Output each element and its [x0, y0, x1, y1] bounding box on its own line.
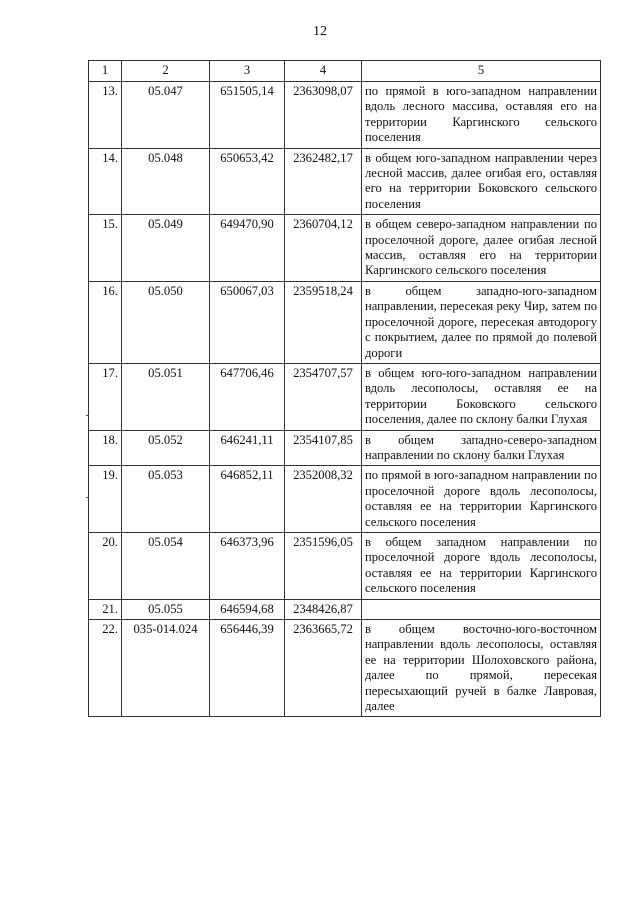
boundary-description: [362, 599, 601, 619]
table-row: [89, 430, 601, 466]
point-code: 05.053: [122, 466, 210, 533]
coordinate-x: 651505,14: [210, 82, 285, 149]
header-col-4: 4: [285, 61, 362, 82]
point-code: 05.051: [122, 363, 210, 430]
table-header-row: [89, 61, 601, 82]
coordinate-x: 649470,90: [210, 215, 285, 282]
table-row: [89, 466, 601, 533]
point-code: 05.048: [122, 148, 210, 215]
point-code: 05.049: [122, 215, 210, 282]
coordinate-y: 2351596,05: [285, 532, 362, 599]
point-code: 05.054: [122, 532, 210, 599]
boundary-description: в общем северо-западном направлении по проселочной дороге, далее огибая лесной массив, оставляя его на территории Каргинского сельского поселения: [362, 215, 601, 282]
boundary-description: по прямой в юго-западном направлении вдоль лесного массива, оставляя его на территории Каргинского сельского поселения: [362, 82, 601, 149]
row-number: 22.: [89, 620, 122, 717]
table-row: [89, 215, 601, 282]
boundary-description: в общем юго-юго-западном направлении вдоль лесополосы, оставляя ее на территории Боковского сельского поселения, далее по склону балки Глухая: [362, 363, 601, 430]
coordinate-y: 2363665,72: [285, 620, 362, 717]
coordinate-y: 2348426,87: [285, 599, 362, 619]
margin-mark: [86, 497, 89, 498]
coordinate-x: 646852,11: [210, 466, 285, 533]
boundary-description: в общем западном направлении по проселочной дороге вдоль лесополосы, оставляя ее на территории Каргинского сельского поселения: [362, 532, 601, 599]
coordinate-x: 656446,39: [210, 620, 285, 717]
coordinate-y: 2359518,24: [285, 281, 362, 363]
boundary-description: в общем юго-западном направлении через лесной массив, далее огибая его, оставляя его на территории Боковского сельского поселения: [362, 148, 601, 215]
coordinate-x: 650067,03: [210, 281, 285, 363]
table-row: [89, 620, 601, 717]
header-col-5: 5: [362, 61, 601, 82]
row-number: 13.: [89, 82, 122, 149]
coordinates-table: [88, 60, 601, 717]
point-code: 05.055: [122, 599, 210, 619]
coordinate-y: 2354707,57: [285, 363, 362, 430]
coordinate-x: 646594,68: [210, 599, 285, 619]
coordinate-x: 647706,46: [210, 363, 285, 430]
row-number: 21.: [89, 599, 122, 619]
boundary-description: в общем западно-северо-западном направлении по склону балки Глухая: [362, 430, 601, 466]
boundary-description: в общем западно-юго-западном направлении, пересекая реку Чир, затем по проселочной дороге, пересекая автодорогу с покрытием, далее по прямой до полевой дороги: [362, 281, 601, 363]
table-row: [89, 82, 601, 149]
coordinate-y: 2362482,17: [285, 148, 362, 215]
table-row: [89, 532, 601, 599]
row-number: 15.: [89, 215, 122, 282]
point-code: 05.052: [122, 430, 210, 466]
row-number: 14.: [89, 148, 122, 215]
margin-mark: [86, 415, 89, 416]
coordinate-y: 2363098,07: [285, 82, 362, 149]
point-code: 05.047: [122, 82, 210, 149]
boundary-description: по прямой в юго-западном направлении по проселочной дороге вдоль лесополосы, оставляя ее на территории Каргинского сельского поселения: [362, 466, 601, 533]
row-number: 19.: [89, 466, 122, 533]
coordinate-x: 650653,42: [210, 148, 285, 215]
coordinate-y: 2354107,85: [285, 430, 362, 466]
page-number: 12: [313, 24, 327, 39]
point-code: 035-014.024: [122, 620, 210, 717]
boundary-description: в общем восточно-юго-восточном направлении вдоль лесополосы, оставляя ее на территории Шолоховского района, далее по прямой, пересекая пересыхающий ручей в балке Лавровая, далее: [362, 620, 601, 717]
table-row: [89, 363, 601, 430]
header-col-1: 1: [89, 61, 122, 82]
coordinate-x: 646241,11: [210, 430, 285, 466]
row-number: 18.: [89, 430, 122, 466]
table-row: [89, 148, 601, 215]
header-col-2: 2: [122, 61, 210, 82]
point-code: 05.050: [122, 281, 210, 363]
row-number: 20.: [89, 532, 122, 599]
coordinate-x: 646373,96: [210, 532, 285, 599]
header-col-3: 3: [210, 61, 285, 82]
row-number: 17.: [89, 363, 122, 430]
table-row: [89, 281, 601, 363]
coordinate-y: 2360704,12: [285, 215, 362, 282]
row-number: 16.: [89, 281, 122, 363]
coordinate-y: 2352008,32: [285, 466, 362, 533]
table-row: [89, 599, 601, 619]
